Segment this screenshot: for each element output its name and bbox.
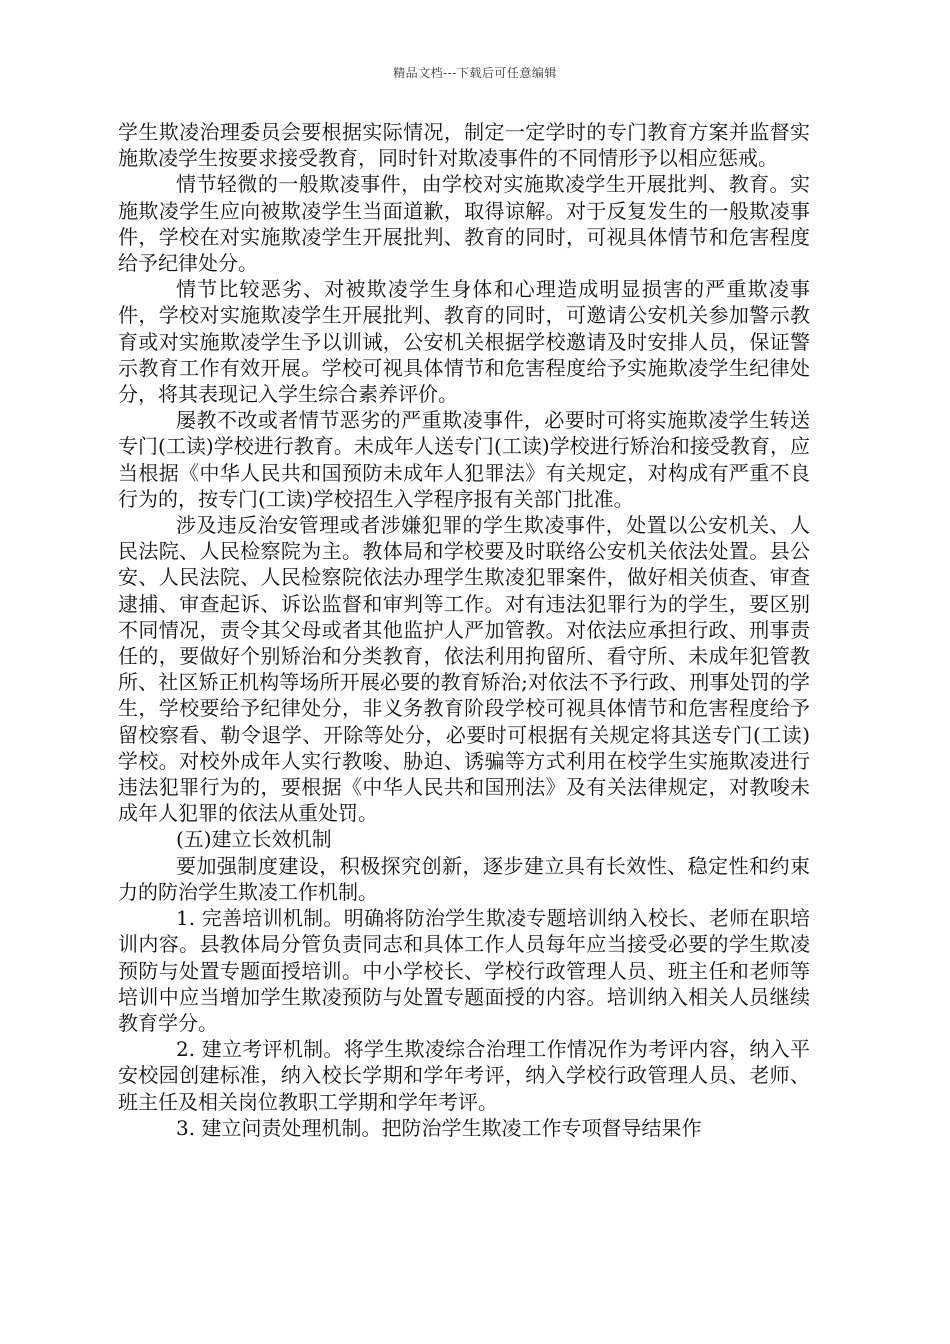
- paragraph: 2. 建立考评机制。将学生欺凌综合治理工作情况作为考评内容，纳入平安校园创建标准，纳入校长学期和学年考评，纳入学校行政管理人员、老师、班主任及相关岗位教职工学期和学年考评。: [118, 1037, 810, 1114]
- paragraph: 学生欺凌治理委员会要根据实际情况，制定一定学时的专门教育方案并监督实施欺凌学生按要求接受教育，同时针对欺凌事件的不同情形予以相应惩戒。: [118, 120, 810, 171]
- paragraph: 涉及违反治安管理或者涉嫌犯罪的学生欺凌事件，处置以公安机关、人民法院、人民检察院为主。教体局和学校要及时联络公安机关依法处置。县公安、人民法院、人民检察院依法办理学生欺凌犯罪案件，做好相关侦查、审查逮捕、审查起诉、诉讼监督和审判等工作。对有违法犯罪行为的学生，要区别不同情况，责令其父母或者其他监护人严加管教。对依法应承担行政、刑事责任的，要做好个别矫治和分类教育，依法利用拘留所、看守所、未成年犯管教所、社区矫正机构等场所开展必要的教育矫治;对依法不予行政、刑事处罚的学生，学校要给予纪律处分，非义务教育阶段学校可视具体情节和危害程度给予留校察看、勒令退学、开除等处分，必要时可根据有关规定将其送专门(工读)学校。对校外成年人实行教唆、胁迫、诱骗等方式利用在校学生实施欺凌进行违法犯罪行为的，要根据《中华人民共和国刑法》及有关法律规定，对教唆未成年人犯罪的依法从重处罚。: [118, 513, 810, 826]
- paragraph: 3. 建立问责处理机制。把防治学生欺凌工作专项督导结果作: [176, 1115, 702, 1140]
- document-body: [118, 119, 810, 1141]
- paragraph: 1. 完善培训机制。明确将防治学生欺凌专题培训纳入校长、老师在职培训内容。县教体局分管负责同志和具体工作人员每年应当接受必要的学生欺凌预防与处置专题面授培训。中小学校长、学校行政管理人员、班主任和老师等培训中应当增加学生欺凌预防与处置专题面授的内容。培训纳入相关人员继续教育学分。: [118, 906, 810, 1035]
- paragraph: 情节轻微的一般欺凌事件，由学校对实施欺凌学生开展批判、教育。实施欺凌学生应向被欺凌学生当面道歉，取得谅解。对于反复发生的一般欺凌事件，学校在对实施欺凌学生开展批判、教育的同时，可视具体情节和危害程度给予纪律处分。: [118, 172, 810, 276]
- paragraph: 屡教不改或者情节恶劣的严重欺凌事件，必要时可将实施欺凌学生转送专门(工读)学校进行教育。未成年人送专门(工读)学校进行矫治和接受教育，应当根据《中华人民共和国预防未成年人犯罪法》有关规定，对构成有严重不良行为的，按专门(工读)学校招生入学程序报有关部门批准。: [118, 408, 810, 511]
- section-heading: (五)建立长效机制: [176, 827, 332, 852]
- paragraph: 要加强制度建设，积极探究创新，逐步建立具有长效性、稳定性和约束力的防治学生欺凌工作机制。: [118, 853, 810, 904]
- paragraph: 情节比较恶劣、对被欺凌学生身体和心理造成明显损害的严重欺凌事件，学校对实施欺凌学生开展批判、教育的同时，可邀请公安机关参加警示教育或对实施欺凌学生予以训诫，公安机关根据学校邀请及时安排人员，保证警示教育工作有效开展。学校可视具体情节和危害程度给予实施欺凌学生纪律处分，将其表现记入学生综合素养评价。: [118, 277, 810, 407]
- page-header: 精品文档---下载后可任意编辑: [393, 66, 557, 80]
